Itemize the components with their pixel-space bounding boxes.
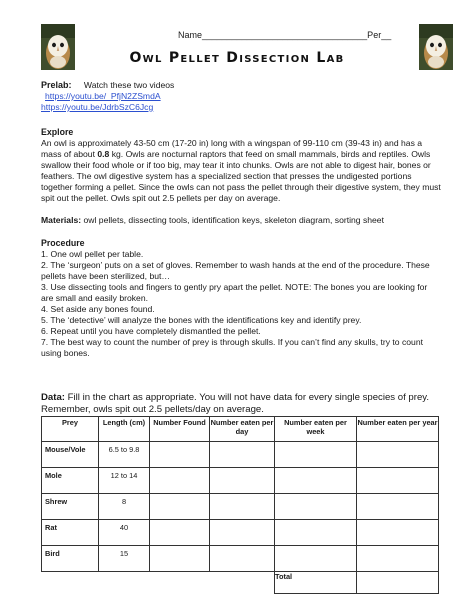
prelab-instruction: Watch these two videos [83,80,175,90]
procedure-step: 6. Repeat until you have completely dismantled the pellet. [41,326,261,336]
data-instructions: Fill in the chart as appropriate. You will not have data for every single species of prey. Remember, owls spit out 2.5 pellets/day on average. [41,392,430,415]
total-value-cell[interactable] [357,572,439,594]
prey-name-cell: Mole [42,468,99,494]
column-header-per-day: Number eaten per day [210,417,275,442]
prey-length-cell: 15 [99,546,150,572]
column-header-per-week: Number eaten per week [275,417,357,442]
per-day-cell[interactable] [210,520,275,546]
procedure-step: 3. Use dissecting tools and fingers to gently pry apart the pellet. NOTE: The bones you are looking for are small and easily broken. [41,282,428,303]
prey-name-cell: Bird [42,546,99,572]
empty-cell [99,572,150,594]
number-found-cell[interactable] [150,494,210,520]
page-title: Owl Pellet Dissection Lab [129,50,345,66]
per-week-cell[interactable] [275,520,357,546]
video-link-1[interactable]: https://youtu.be/_PfjN2ZSmdA [45,91,161,101]
number-found-cell[interactable] [150,468,210,494]
materials-list: owl pellets, dissecting tools, identification keys, skeleton diagram, sorting sheet [81,215,384,225]
owl-mass-value: 0.8 [97,149,110,159]
per-week-cell[interactable] [275,546,357,572]
prelab-section [41,80,441,113]
per-week-cell[interactable] [275,494,357,520]
table-row [42,468,439,494]
per-week-cell[interactable] [275,468,357,494]
per-day-cell[interactable] [210,546,275,572]
procedure-step: 5. The ‘detective’ will analyze the bones with the identifications key and identify prey. [41,315,362,325]
table-row [42,520,439,546]
prey-length-cell: 40 [99,520,150,546]
data-label: Data: [41,392,65,403]
name-period-line: Name_________________________________Per__ [178,30,392,40]
empty-cell [210,572,275,594]
explore-section [41,127,441,204]
per-year-cell[interactable] [357,494,439,520]
table-row [42,546,439,572]
procedure-step: 2. The ‘surgeon’ puts on a set of gloves. Remember to wash hands at the end of the procedure. These pellets have been sterilized, but… [41,260,430,281]
per-week-cell[interactable] [275,442,357,468]
prey-name-cell: Mouse/Vole [42,442,99,468]
procedure-step: 7. The best way to count the number of prey is through skulls. If you can’t find any skulls, try to count using bones. [41,337,423,358]
procedure-step: 1. One owl pellet per table. [41,249,144,259]
explore-heading: Explore [41,127,74,137]
column-header-length: Length (cm) [99,417,150,442]
procedure-heading: Procedure [41,238,85,248]
explore-text-end: kg. Owls are nocturnal raptors that feed on small mammals, birds and reptiles. Owls swallow their food whole or if too big, may tear it into chunks. Owls are not able to digest hair, bones or feathers. The owl digestive system has a specialized section that presses the undigested portions together forming a pellet. Since the owls can not pass the pellet through their digestive system, they must spit out the pellet. Owls spit out 2.5 pellets per day on average. [41,149,441,203]
materials-label: Materials: [41,215,82,225]
per-day-cell[interactable] [210,442,275,468]
table-row [42,494,439,520]
video-link-2[interactable]: https://youtu.be/JdrbSzC6Jcg [41,102,154,112]
per-year-cell[interactable] [357,442,439,468]
procedure-step: 4. Set aside any bones found. [41,304,155,314]
explore-paragraph [41,138,441,204]
per-year-cell[interactable] [357,468,439,494]
prey-length-cell: 12 to 14 [99,468,150,494]
table-row [42,442,439,468]
prey-data-table [41,416,439,594]
per-day-cell[interactable] [210,494,275,520]
per-day-cell[interactable] [210,468,275,494]
column-header-number-found: Number Found [150,417,210,442]
number-found-cell[interactable] [150,546,210,572]
table-header-row [42,417,439,442]
empty-cell [150,572,210,594]
prey-name-cell: Shrew [42,494,99,520]
prey-length-cell: 6.5 to 9.8 [99,442,150,468]
prelab-label: Prelab: [41,80,72,90]
per-year-cell[interactable] [357,546,439,572]
procedure-section [41,238,441,359]
column-header-per-year: Number eaten per year [357,417,439,442]
column-header-prey: Prey [42,417,99,442]
number-found-cell[interactable] [150,442,210,468]
prey-length-cell: 8 [99,494,150,520]
explore-text-start: An owl is approximately 43-50 cm (17-20 in) long with a wingspan of 99-110 cm (39-43 in) and has a mass of about [41,138,423,159]
prey-name-cell: Rat [42,520,99,546]
materials-section [41,215,441,226]
number-found-cell[interactable] [150,520,210,546]
data-section [41,392,461,416]
total-label-cell: Total [275,572,357,594]
empty-cell [42,572,99,594]
per-year-cell[interactable] [357,520,439,546]
total-row [42,572,439,594]
